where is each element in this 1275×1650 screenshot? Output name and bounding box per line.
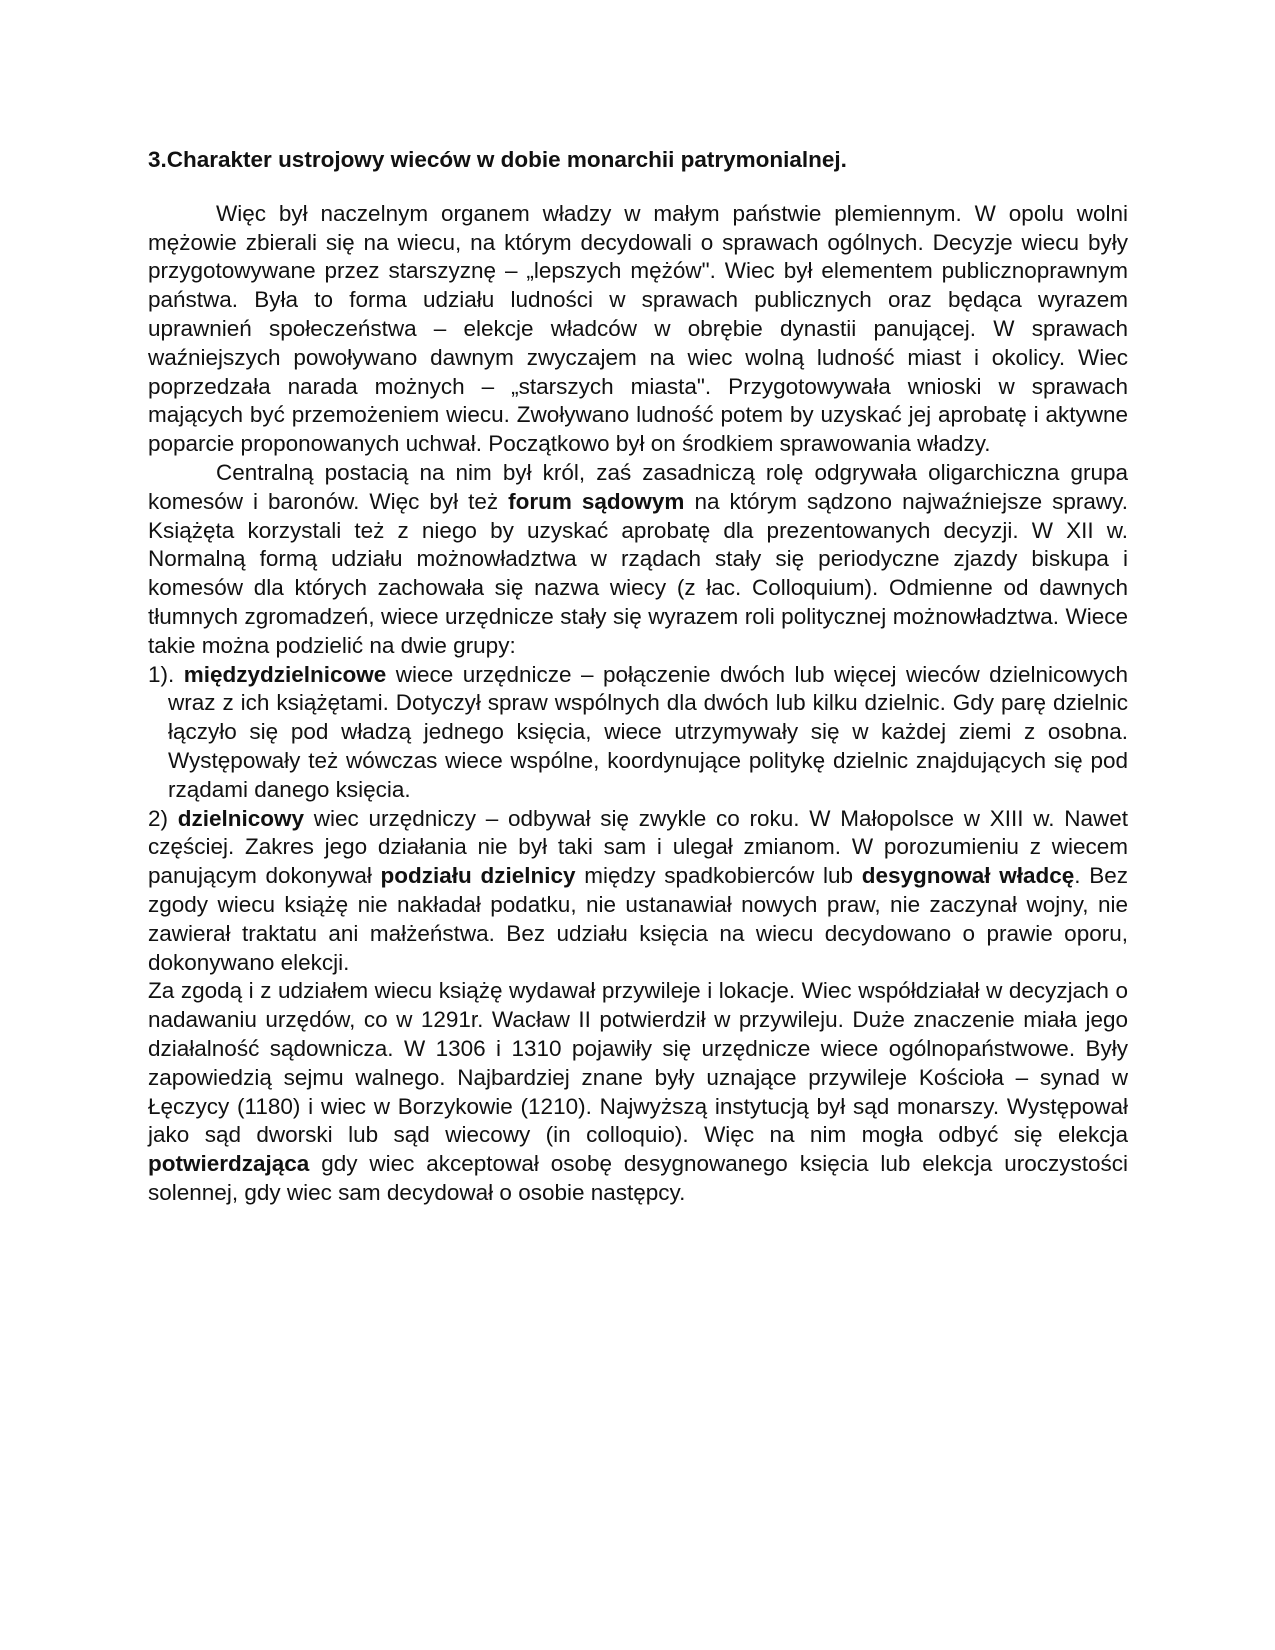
paragraph-2-bold-term: forum sądowym [508,488,685,514]
document-page [148,146,1128,1208]
list-item-1-bold-term: międzydzielnicowe [183,661,387,687]
document-title: 3.Charakter ustrojowy wieców w dobie monarchii patrymonialnej. [148,147,847,172]
paragraph-2-text-b: na którym sądzono najwaźniejsze sprawy. Książęta korzystali też z niego by uzyskać aprobatę dla prezentowanych decyzji. W XII w. Normalną formą udziału możnowładztwa w rządach stały się periodyczne zjazdy biskupa i komesów dla których zachowała się nazwa wiecy (z łac. Colloquium). Odmienne od dawnych tłumnych zgromadzeń, wiece urzędnicze stały się wyrazem roli politycznej możnowładztwa. Wiece takie można podzielić na dwie grupy: [148,488,1128,658]
paragraph-3-text-a: Za zgodą i z udziałem wiecu książę wydawał przywileje i lokacje. Wiec współdziałał w decyzjach o nadawaniu urzędów, co w 1291r. Wacław II potwierdził w przywileju. Duże znaczenie miała jego działalność sądownicza. W 1306 i 1310 pojawiły się urzędnicze wiece ogólnopaństwowe. Były zapowiedzią sejmu walnego. Najbardziej znane były uznające przywileje Kościoła – synad w Łęczycy (1180) i wiec w Borzykowie (1210). Najwyższą instytucją był sąd monarszy. Występował jako sąd dworski lub sąd wiecowy (in colloquio). Więc na nim mogła odbyć się elekcja [148,978,1128,1148]
list-item-2-bold-term-3: desygnował władcę [861,863,1075,889]
paragraph-1: Więc był naczelnym organem władzy w małym państwie plemiennym. W opolu wolni mężowie zbierali się na wiecu, na którym decydowali o sprawach ogólnych. Decyzje wiecu były przygotowywane przez starszyznę – „lepszych mężów". Wiec był elementem publicznoprawnym państwa. Była to forma udziału ludności w sprawach publicznych oraz będąca wyrazem uprawnień społeczeństwa – elekcje władców w obrębie dynastii panującej. W sprawach waźniejszych powoływano dawnym zwyczajem na wiec wolną ludność miast i okolicy. Wiec poprzedzała narada możnych – „starszych miasta". Przygotowywała wnioski w sprawach mających być przemożeniem wiecu. Zwoływano ludność potem by uzyskać jej aprobatę i aktywne poparcie proponowanych uchwał. Początkowo był on środkiem sprawowania władzy. [148,200,1128,457]
list-item-1 [148,661,1128,805]
paragraph-3-text-b: gdy wiec akceptował osobę desygnowanego księcia lub elekcja uroczystości solennej, gdy wiec sam decydował o osobie następcy. [148,1151,1128,1205]
list-item-2 [148,805,1128,978]
paragraph-3 [148,977,1128,1207]
paragraph-2 [148,459,1128,661]
list-item-2-text-1: wiec urzędniczy – odbywał się zwykle co roku. W Małopolsce w XIII w. Nawet częściej. Zakres jego działania nie był taki sam i ulegał zmianom. W porozumieniu z wiecem panującym dokonywał [148,805,1128,889]
list-item-1-text: wiece urzędnicze – połączenie dwóch lub więcej wieców dzielnicowych wraz z ich książętami. Dotyczył spraw wspólnych dla dwóch lub kilku dzielnic. Gdy parę dzielnic łączyło się pod władzą jednego księcia, wiece utrzymywały się w każdej ziemi z osobna. Występowały też wówczas wiece wspólne, koordynujące politykę dzielnic znajdujących się pod rządami danego księcia. [168,661,1128,802]
list-item-2-text-2: między spadkobierców lub [575,863,862,889]
list-item-2-text-3: . Bez zgody wiecu książę nie nakładał podatku, nie ustanawiał nowych praw, nie zaczynał wojny, nie zawierał traktatu ani małżeństwa. Bez udziału księcia na wiecu decydowano o prawie oporu, dokonywano elekcji. [148,863,1128,975]
list-item-1-number: 1). [148,661,184,687]
paragraph-3-bold-term: potwierdzająca [148,1151,310,1177]
list-item-2-number: 2) [148,805,178,831]
list-item-2-bold-term-2: podziału dzielnicy [380,863,576,889]
list-item-2-bold-term-1: dzielnicowy [177,805,305,831]
paragraph-2-text-a: Centralną postacią na nim był król, zaś zasadniczą rolę odgrywała oligarchiczna grupa komesów i baronów. Więc był też [148,459,1128,514]
